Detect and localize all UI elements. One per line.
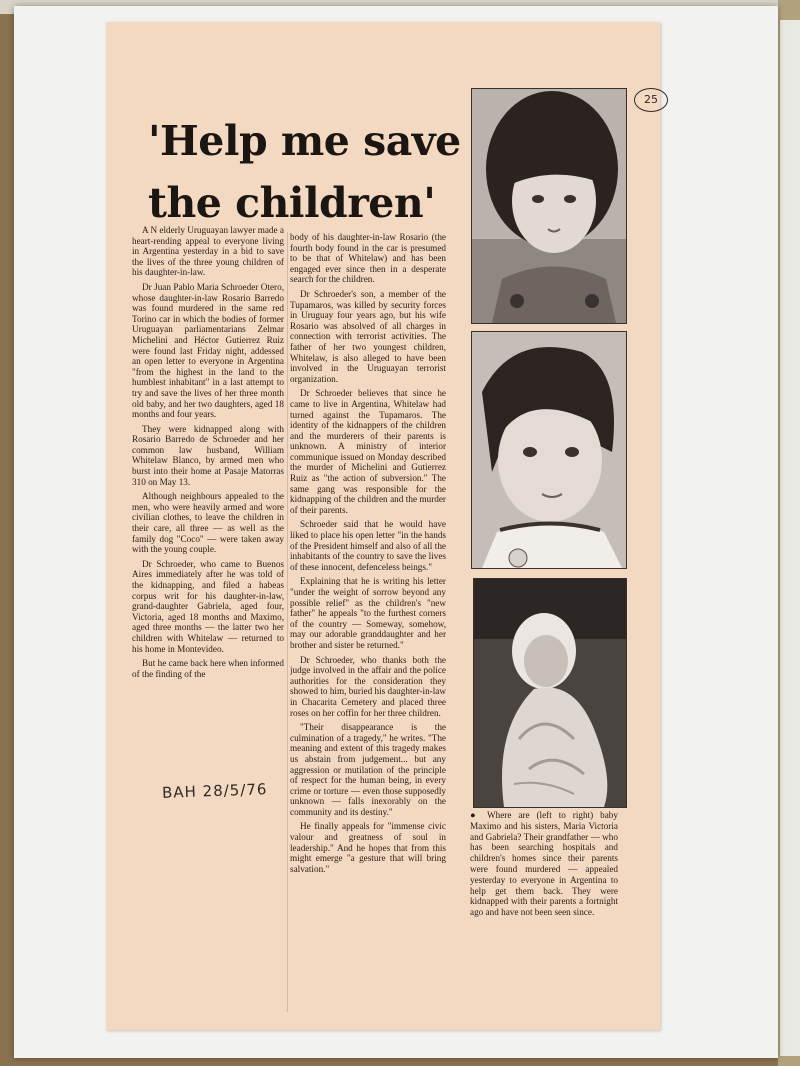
paragraph: Dr Schroeder believes that since he came to live in Argentina, Whitelaw had turned against the Tupamaros. The identity of the kidnappers of the children and the murderers of their parents is unknown. A ministry of interior communique issued on Monday described the murder of Michelini and Gutierrez Ruiz as "the action of subversion." The same gang was responsible for the kidnapping of the children and the murder of their parents. — [290, 388, 446, 515]
adjacent-sheet — [780, 20, 800, 1056]
headline — [148, 110, 468, 234]
page-number-mark: 25 — [634, 88, 668, 112]
paragraph: "Their disappearance is the culmination of a tragedy," he writes. "The meaning and extent of this tragedy makes us abstain from judgement... but any aggression or mutilation of the principle of respect for the human being, in every crime or torture — even those supposedly unknown — falls inexorably on the community and its destiny." — [290, 722, 446, 817]
paragraph: Explaining that he is writing his letter "under the weight of sorrow beyond any possible relief" as the children's "new father" he appeals "to the furthest corners of the country — Someway, somehow, may our adorable granddaughter and her brother and sister be returned." — [290, 576, 446, 650]
paragraph: They were kidnapped along with Rosario Barredo de Schroeder and her common law husband, William Whitelaw Blanco, by armed men who burst into their home at Pasaje Matorras 310 on May 13. — [132, 423, 284, 487]
photo-child-victoria — [471, 331, 627, 569]
photo-child-gabriela — [471, 88, 627, 324]
photo-baby-maximo — [473, 578, 627, 808]
article-column-2 — [290, 232, 446, 1020]
handwritten-date: BAH 28/5/76 — [161, 780, 268, 802]
column-divider — [287, 232, 288, 1012]
headline-line-1: 'Help me save — [148, 117, 461, 165]
paragraph: Although neighbours appealed to the men, who were heavily armed and wore civilian clothes, to leave the children in their care, all three — as well as the family dog "Coco" — were taken away with the young couple. — [132, 491, 284, 555]
paragraph: Schroeder said that he would have liked to place his open letter "in the hands of the President himself and also of all the inhabitants of the country to save the lives of these innocent, defenceless beings." — [290, 519, 446, 572]
article-column-1 — [132, 225, 284, 755]
headline-line-2: the children' — [148, 179, 436, 227]
paragraph: body of his daughter-in-law Rosario (the fourth body found in the car is presumed to be that of Whitelaw) and has been engaged ever since then in a desperate search for the children. — [290, 232, 446, 285]
paragraph: Dr Schroeder's son, a member of the Tupamaros, was killed by security forces in Uruguay four years ago, but his wife Rosario was absolved of all charges in connection with terrorist activities. The father of her two youngest children, Whitelaw, is also alleged to have been involved in the Uruguayan terrorist organization. — [290, 288, 446, 384]
paragraph: He finally appeals for "immense civic valour and greatness of soul in leadership." And he hopes that from this might emerge "a gesture that will bring salvation." — [290, 821, 446, 874]
paragraph: Dr Juan Pablo Maria Schroeder Otero, whose daughter-in-law Rosario Barredo was found murdered in the same red Torino car in which the bodies of former Uruguayan parliamentarians Zelmar Michelini and Héctor Gutierrez Ruiz were found last Friday night, addessed an open letter to everyone in Argentina "from the highest in the land to the humblest inhabitant" in a last attempt to try and save the lives of her three month old baby, and her two daughters, aged 18 months and four years. — [132, 281, 284, 420]
paragraph: But he came back here when informed of the finding of the — [132, 658, 284, 679]
photo-caption: ● Where are (left to right) baby Maximo and his sisters, Maria Victoria and Gabriela? Their grandfather — who has been searching hospitals and children's homes since their parents were found murdered — appealed yesterday to everyone in Argentina to help get them back. They were kidnapped with their parents a fortnight ago and have not been seen since. — [470, 810, 618, 918]
paragraph: Dr Schroeder, who thanks both the judge involved in the affair and the police authorities for the consideration they showed to him, buried his daughter-in-law in Chacarita Cemetery and placed three roses on her coffin for her three children. — [290, 654, 446, 718]
paragraph: A N elderly Uruguayan lawyer made a heart-rending appeal to everyone living in Argentina yesterday in a bid to save the lives of the three young children of his daughter-in-law. — [132, 225, 284, 278]
paragraph: Dr Schroeder, who came to Buenos Aires immediately after he was told of the kidnapping, and filed a habeas corpus writ for his daughter-in-law, grand-daughter Gabriela, aged four, Victoria, aged 18 months and Maximo, aged three months — the latter two her children with Whitelaw — returned to his home in Montevideo. — [132, 558, 284, 654]
